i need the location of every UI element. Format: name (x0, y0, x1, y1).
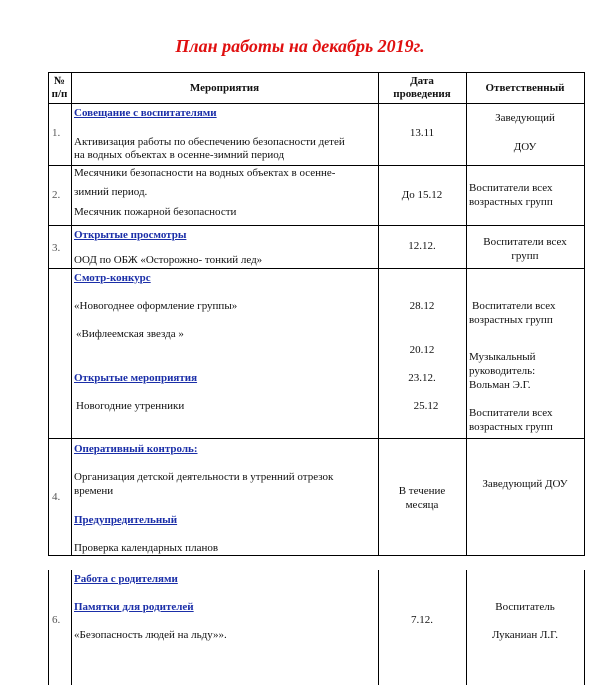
grid-line (584, 72, 585, 556)
row-text: Новогодние утренники (76, 400, 185, 412)
row-date: 23.12. (408, 372, 436, 384)
grid-line (48, 72, 49, 556)
row-date: 20.12 (409, 344, 435, 356)
row-responsible: Музыкальный (469, 351, 536, 363)
grid-line (71, 570, 72, 685)
row-date: 28.12 (409, 300, 435, 312)
row-text: ООД по ОБЖ «Осторожно- тонкий лед» (74, 254, 263, 266)
row-text: Месячник пожарной безопасности (74, 206, 237, 218)
grid-line (48, 438, 585, 439)
row-heading: Памятки для родителей (74, 601, 194, 613)
grid-line (71, 72, 72, 556)
grid-line (48, 555, 585, 556)
row-responsible: Луканиан Л.Г. (491, 629, 559, 641)
header-num-line1: № (53, 75, 66, 87)
row-text: времени (74, 485, 114, 497)
grid-line (48, 103, 585, 104)
row-date: 12.12. (408, 240, 436, 252)
grid-line (48, 165, 585, 166)
row-text: на водных объектах в осенне-зимний период (74, 149, 285, 161)
row-responsible: руководитель: (469, 365, 536, 377)
row-number: 6. (52, 614, 61, 626)
grid-line (48, 72, 585, 73)
grid-line (378, 72, 379, 556)
grid-line (466, 570, 467, 685)
row-responsible: Воспитатели всех (469, 182, 553, 194)
row-text: зимний период. (74, 186, 148, 198)
row-heading: Открытые мероприятия (74, 372, 198, 384)
header-date (378, 75, 466, 101)
row-responsible: Воспитатели всех (472, 300, 556, 312)
row-heading: Оперативный контроль: (74, 443, 198, 455)
row-responsible: Воспитатель (495, 601, 555, 613)
header-events: Мероприятия (189, 82, 260, 94)
row-date: До 15.12 (401, 189, 443, 201)
row-number: 3. (52, 242, 61, 254)
row-date: месяца (405, 499, 439, 511)
row-responsible: возрастных групп (469, 314, 553, 326)
row-responsible: Воспитатели всех (469, 407, 553, 419)
row-responsible: групп (511, 250, 539, 262)
row-date: 7.12. (411, 614, 433, 626)
row-date: 25.12 (413, 400, 439, 412)
grid-line (48, 570, 49, 685)
row-text: Месячники безопасности на водных объектах в осенне- (74, 167, 336, 179)
row-text: Организация детской деятельности в утренний отрезок (74, 471, 334, 483)
row-responsible: Вольман Э.Г. (469, 379, 531, 391)
row-text: Активизация работы по обеспечению безопасности детей (74, 136, 345, 148)
row-heading: Предупредительный (74, 514, 178, 526)
row-responsible: Заведующий (495, 112, 555, 124)
row-responsible: возрастных групп (469, 421, 553, 433)
row-text: Проверка календарных планов (74, 542, 219, 554)
row-responsible: ДОУ (513, 141, 537, 153)
header-responsible: Ответственный (485, 82, 565, 94)
header-num-line2: п/п (51, 88, 68, 100)
row-responsible: Воспитатели всех (483, 236, 567, 248)
header-num (48, 75, 71, 101)
grid-line (378, 570, 379, 685)
grid-line (48, 225, 585, 226)
row-responsible: Заведующий ДОУ (482, 478, 568, 490)
row-text: «Вифлеемская звезда » (76, 328, 184, 340)
row-heading: Открытые просмотры (74, 229, 187, 241)
grid-line (584, 570, 585, 685)
grid-line (48, 268, 585, 269)
row-number: 4. (52, 491, 61, 503)
row-date: В течение (398, 485, 446, 497)
page-title: План работы на декабрь 2019г. (175, 36, 425, 56)
row-heading: Совещание с воспитателями (74, 107, 217, 119)
header-date-line1: Дата (410, 75, 434, 87)
row-number: 1. (52, 127, 61, 139)
row-text: «Новогоднее оформление группы» (74, 300, 238, 312)
row-date: 13.11 (409, 127, 435, 139)
row-heading: Смотр-конкурс (74, 272, 151, 284)
row-responsible: возрастных групп (469, 196, 553, 208)
row-heading: Работа с родителями (74, 573, 178, 585)
row-text: «Безопасность людей на льду»». (74, 629, 227, 641)
header-date-line2: проведения (393, 88, 451, 100)
row-number: 2. (52, 189, 61, 201)
